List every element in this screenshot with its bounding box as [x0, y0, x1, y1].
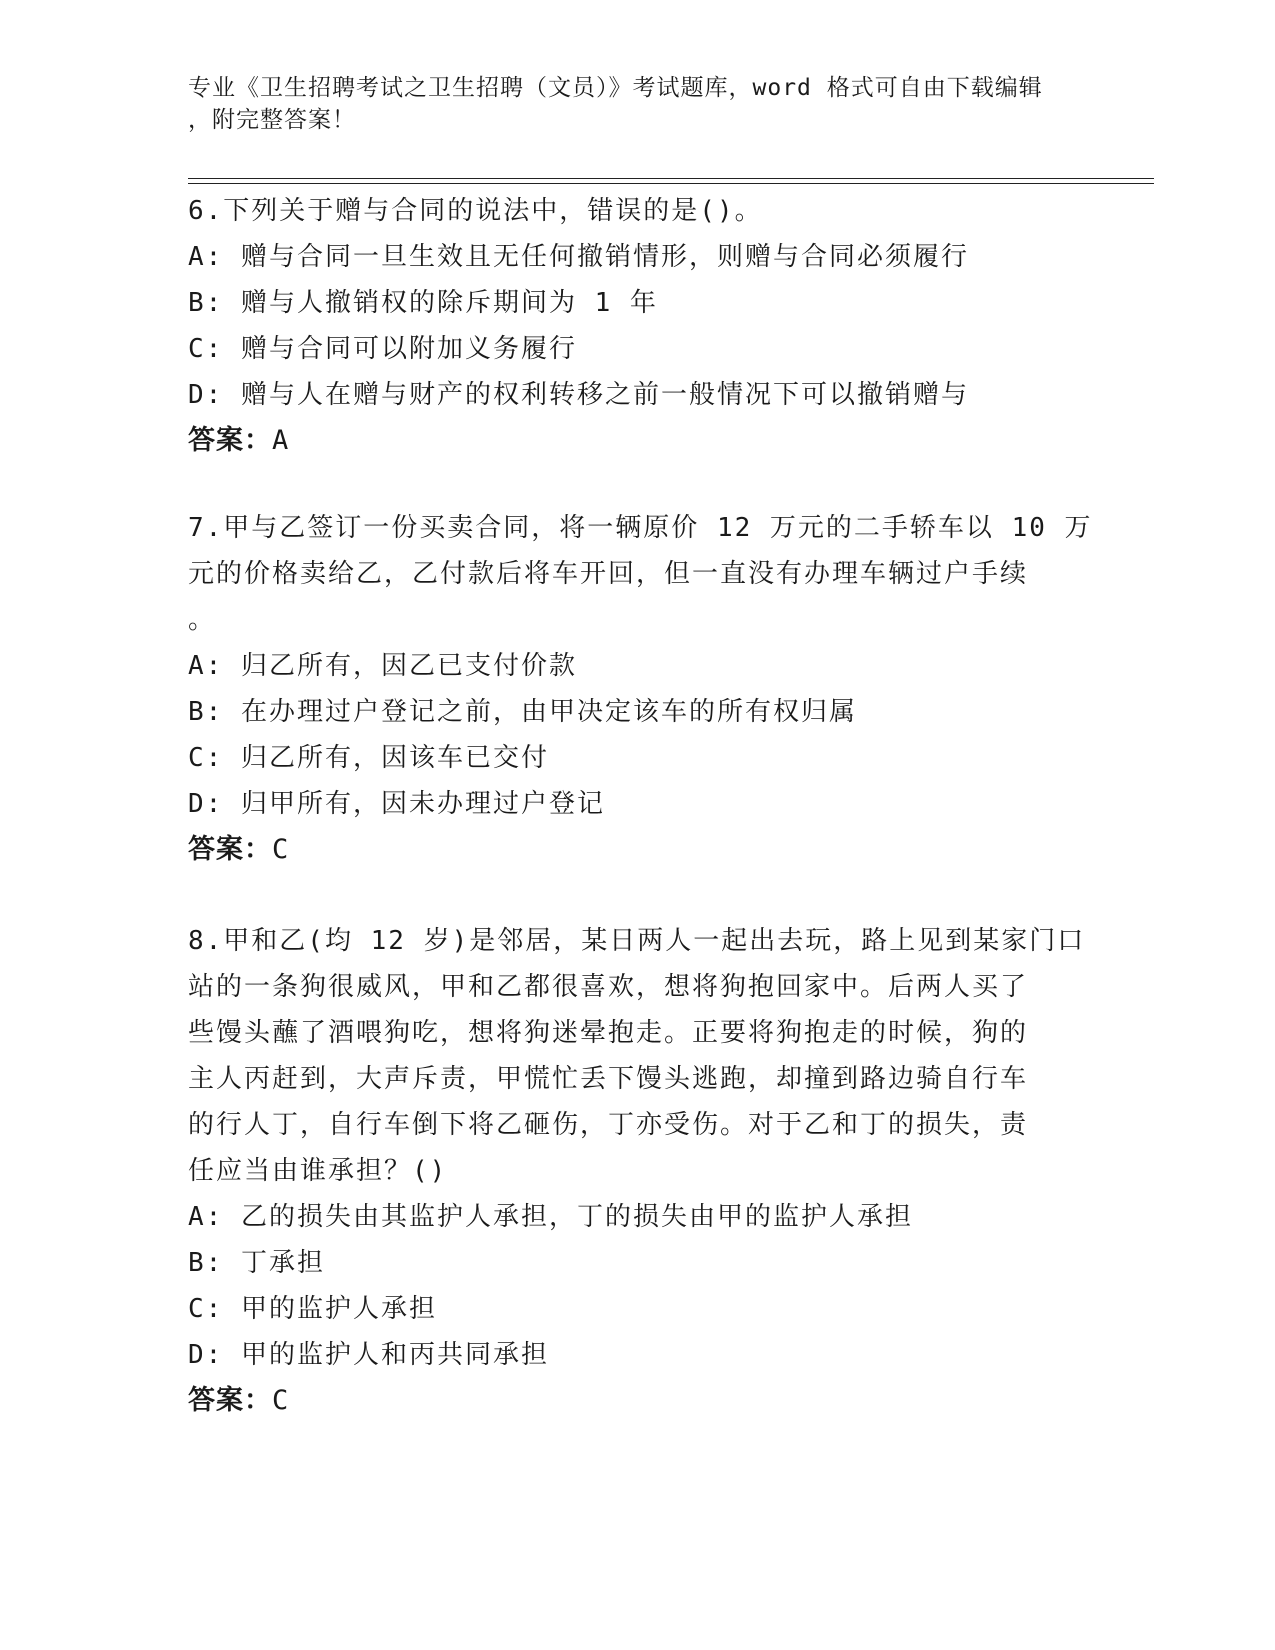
option-c: C: 归乙所有，因该车已交付 — [188, 743, 549, 773]
question-stem-line: 任应当由谁承担？() — [188, 1156, 448, 1186]
question-8 — [188, 918, 1088, 1424]
answer-line — [188, 1378, 1088, 1424]
answer-value: C — [272, 834, 290, 865]
answer-label: 答案： — [188, 1385, 272, 1416]
answer-label: 答案： — [188, 425, 272, 456]
header-line-1: 专业《卫生招聘考试之卫生招聘（文员）》考试题库，word 格式可自由下载编辑 — [188, 75, 1043, 101]
option-d: D: 甲的监护人和丙共同承担 — [188, 1340, 549, 1370]
answer-line — [188, 827, 1088, 873]
question-stem-line: 的行人丁，自行车倒下将乙砸伤，丁亦受伤。对于乙和丁的损失，责 — [188, 1110, 1029, 1140]
option-a: A: 归乙所有，因乙已支付价款 — [188, 651, 577, 681]
answer-label: 答案： — [188, 834, 272, 865]
question-stem-line: 7.甲与乙签订一份买卖合同，将一辆原价 12 万元的二手轿车以 10 万 — [188, 513, 1093, 543]
option-c: C: 赠与合同可以附加义务履行 — [188, 334, 577, 364]
option-b: B: 赠与人撤销权的除斥期间为 1 年 — [188, 288, 658, 318]
question-stem-line: 主人丙赶到，大声斥责，甲慌忙丢下馒头逃跑，却撞到路边骑自行车 — [188, 1064, 1029, 1094]
option-b: B: 丁承担 — [188, 1248, 325, 1278]
option-b: B: 在办理过户登记之前，由甲决定该车的所有权归属 — [188, 697, 857, 727]
option-d: D: 归甲所有，因未办理过户登记 — [188, 789, 605, 819]
question-stem-line: 站的一条狗很威风，甲和乙都很喜欢，想将狗抱回家中。后两人买了 — [188, 972, 1029, 1002]
header-divider-top — [188, 178, 1154, 179]
answer-value: C — [272, 1385, 290, 1416]
question-stem-line: 6.下列关于赠与合同的说法中，错误的是()。 — [188, 196, 763, 226]
option-c: C: 甲的监护人承担 — [188, 1294, 437, 1324]
option-a: A: 乙的损失由其监护人承担，丁的损失由甲的监护人承担 — [188, 1202, 913, 1232]
header-divider-bottom — [188, 183, 1154, 184]
question-stem-line: 。 — [188, 605, 217, 635]
question-stem-line: 元的价格卖给乙，乙付款后将车开回，但一直没有办理车辆过户手续 — [188, 559, 1029, 589]
question-7 — [188, 505, 1093, 873]
option-d: D: 赠与人在赠与财产的权利转移之前一般情况下可以撤销赠与 — [188, 380, 969, 410]
question-stem-line: 些馒头蘸了酒喂狗吃，想将狗迷晕抱走。正要将狗抱走的时候，狗的 — [188, 1018, 1029, 1048]
header-line-2: ，附完整答案！ — [188, 107, 356, 133]
question-stem-line: 8.甲和乙(均 12 岁)是邻居，某日两人一起出去玩，路上见到某家门口 — [188, 926, 1086, 956]
document-header — [188, 72, 1068, 136]
answer-value: A — [272, 425, 290, 456]
question-6 — [188, 188, 1088, 464]
option-a: A: 赠与合同一旦生效且无任何撤销情形，则赠与合同必须履行 — [188, 242, 969, 272]
answer-line — [188, 418, 1088, 464]
